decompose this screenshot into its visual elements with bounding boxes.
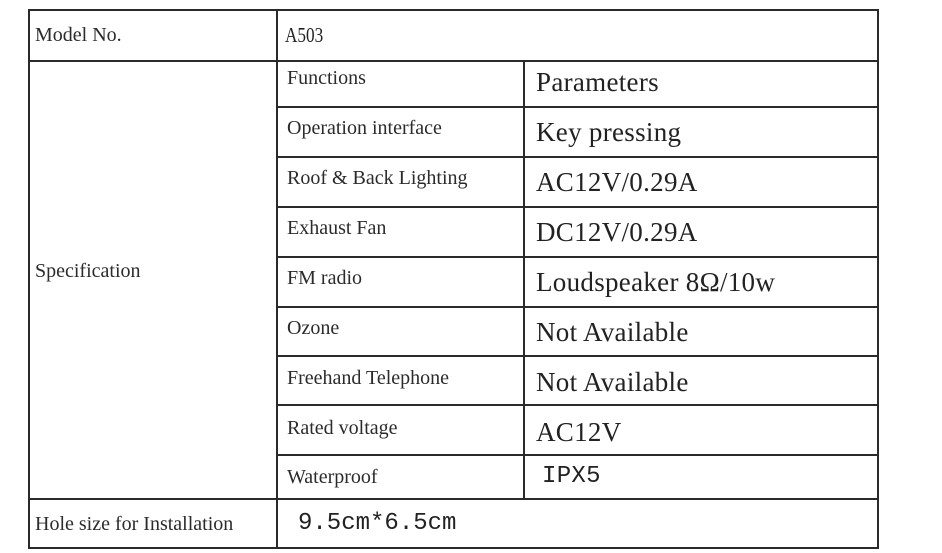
parameter-cell: DC12V/0.29A: [536, 217, 698, 247]
row-divider: [276, 256, 879, 258]
parameter-cell: Not Available: [536, 317, 689, 347]
parameter-cell: Loudspeaker 8Ω/10w: [536, 267, 776, 297]
model-label: Model No.: [35, 24, 122, 46]
parameter-cell: AC12V: [536, 417, 622, 447]
column-divider-label: [276, 9, 278, 549]
table-border-spec-bottom: [28, 498, 879, 500]
function-cell: FM radio: [287, 267, 362, 289]
table-border-top: [28, 9, 879, 11]
parameter-cell: IPX5: [542, 463, 601, 490]
hole-size-label: Hole size for Installation: [35, 513, 234, 535]
function-cell: Exhaust Fan: [287, 217, 387, 239]
functions-header: Functions: [287, 67, 366, 89]
row-divider: [276, 355, 879, 357]
table-border-left: [28, 9, 30, 549]
table-border-right: [877, 9, 879, 549]
function-cell: Waterproof: [287, 466, 378, 488]
function-cell: Freehand Telephone: [287, 367, 450, 389]
function-cell: Roof & Back Lighting: [287, 167, 468, 189]
row-divider: [276, 306, 879, 308]
parameter-cell: AC12V/0.29A: [536, 167, 698, 197]
row-divider: [276, 206, 879, 208]
row-divider: [276, 106, 879, 108]
parameters-header: Parameters: [536, 67, 659, 97]
spec-label: Specification: [35, 260, 141, 282]
function-cell: Rated voltage: [287, 417, 398, 439]
parameter-cell: Key pressing: [536, 117, 682, 147]
table-border-model-bottom: [28, 60, 879, 62]
hole-size-value: 9.5cm*6.5cm: [298, 510, 457, 537]
parameter-cell: Not Available: [536, 367, 689, 397]
model-value: A503: [285, 23, 324, 47]
table-border-bottom: [28, 547, 879, 549]
row-divider: [276, 156, 879, 158]
row-divider: [276, 454, 879, 456]
function-cell: Ozone: [287, 317, 340, 339]
row-divider: [276, 404, 879, 406]
column-divider-params: [523, 60, 525, 500]
function-cell: Operation interface: [287, 117, 442, 139]
